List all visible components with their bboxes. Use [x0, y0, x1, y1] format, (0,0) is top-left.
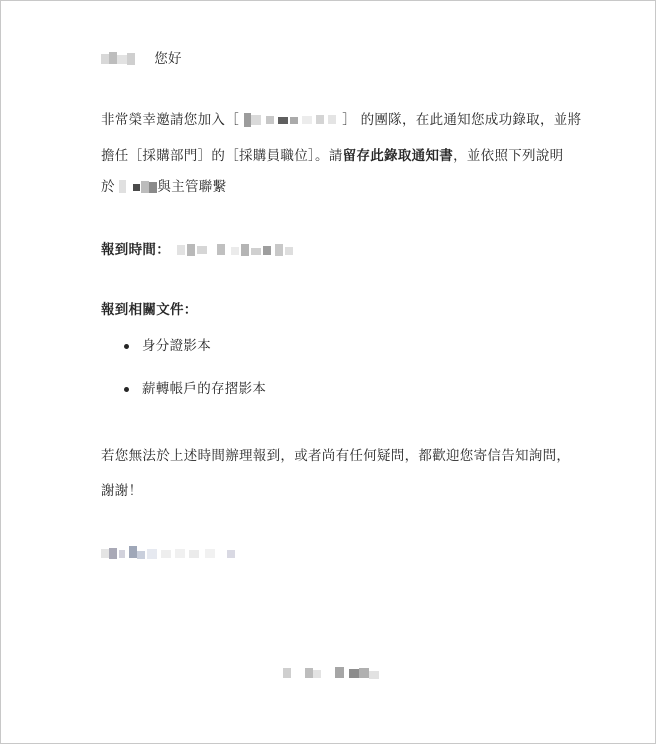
bullet-icon: [124, 344, 129, 349]
para1-line3: [101, 178, 226, 196]
redacted-date: [119, 179, 157, 195]
para1-line2-b: ，並依照下列說明: [453, 148, 564, 164]
redacted-company: [244, 112, 338, 128]
para1-line3-a: 於: [101, 179, 115, 195]
closing-line2: 謝謝！: [101, 483, 143, 499]
para1-line1-a: 非常榮幸邀請您加入［: [101, 112, 239, 128]
list-item-text: 身分證影本: [142, 338, 211, 354]
greeting-line: [101, 50, 182, 68]
redacted-signature: [101, 545, 241, 561]
para1-line1: [101, 111, 581, 129]
docs-label: 報到相關文件：: [101, 302, 198, 318]
bullet-icon: [124, 387, 129, 392]
redacted-name: [101, 52, 137, 66]
greeting-text: 您好: [154, 51, 182, 67]
para1-line2: [101, 147, 563, 165]
para1-line2-a: 擔任［採購部門］的［採購員職位］。請: [101, 148, 343, 164]
redacted-footer: [283, 665, 383, 681]
closing-line1: 若您無法於上述時間辦理報到，或者尚有任何疑問，都歡迎您寄信告知詢問，: [101, 448, 571, 464]
para1-line1-b: ］ 的團隊，在此通知您成功錄取，並將: [342, 112, 582, 128]
para1-line3-b: 與主管聯繫: [157, 179, 227, 195]
list-item-text: 薪轉帳戶的存摺影本: [142, 381, 267, 397]
docs-label-line: [101, 301, 198, 319]
redacted-report-time: [175, 242, 307, 258]
report-time-label: 報到時間：: [101, 242, 170, 258]
report-time-line: [101, 241, 307, 259]
para1-line2-bold: 留存此錄取通知書: [342, 148, 454, 164]
